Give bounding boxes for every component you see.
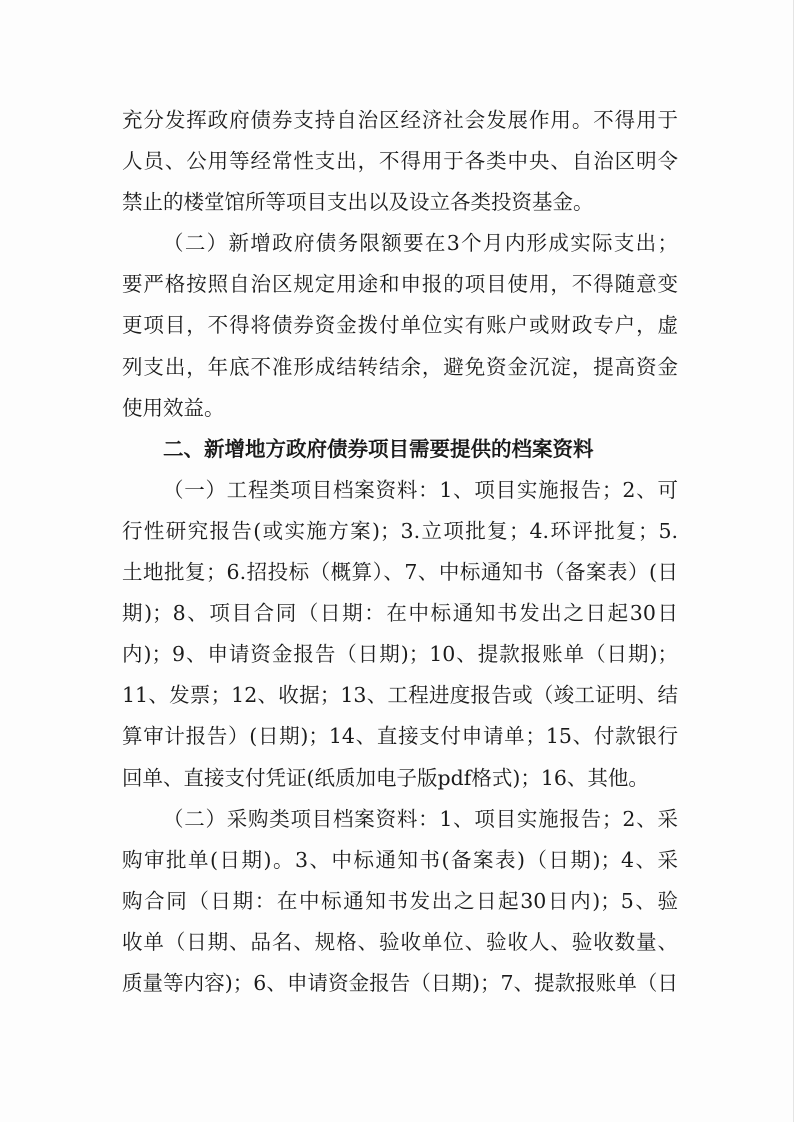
text-line: 收单（日期、品名、规格、验收单位、验收人、验收数量、 bbox=[122, 929, 678, 954]
text-line: 算审计报告）(日期)；14、直接支付申请单；15、付款银行 bbox=[122, 724, 678, 749]
section-heading bbox=[122, 429, 678, 470]
text-line: 质量等内容)；6、申请资金报告（日期)；7、提款报账单（日 bbox=[122, 970, 678, 995]
text-line: 禁止的楼堂馆所等项目支出以及设立各类投资基金。 bbox=[122, 190, 594, 215]
heading-line: 二、新增地方政府债券项目需要提供的档案资料 bbox=[163, 436, 594, 461]
text-line: 11、发票；12、收据；13、工程进度报告或（竣工证明、结 bbox=[122, 683, 678, 708]
text-line: 更项目，不得将债券资金拨付单位实有账户或财政专户，虚 bbox=[122, 313, 678, 338]
text-line: 行性研究报告(或实施方案)；3.立项批复；4.环评批复；5. bbox=[122, 518, 678, 543]
text-line: 购合同（日期：在中标通知书发出之日起30日内)；5、验 bbox=[122, 888, 678, 913]
paragraph-3 bbox=[122, 470, 678, 799]
text-line: 内)；9、申请资金报告（日期)；10、提款报账单（日期)； bbox=[122, 642, 678, 667]
paragraph-2 bbox=[122, 223, 678, 428]
document-body bbox=[122, 100, 678, 1004]
text-line: （二）采购类项目档案资料：1、项目实施报告；2、采 bbox=[163, 806, 678, 831]
text-line: （一）工程类项目档案资料：1、项目实施报告；2、可 bbox=[163, 477, 678, 502]
text-line: 充分发挥政府债券支持自治区经济社会发展作用。不得用于 bbox=[122, 108, 678, 132]
paragraph-1 bbox=[122, 100, 678, 223]
text-line: 人员、公用等经常性支出，不得用于各类中央、自治区明令 bbox=[122, 149, 678, 174]
text-line: （二）新增政府债务限额要在3个月内形成实际支出； bbox=[163, 231, 678, 256]
text-line: 列支出，年底不准形成结转结余，避免资金沉淀，提高资金 bbox=[122, 354, 678, 379]
paragraph-4 bbox=[122, 799, 678, 1004]
text-line: 期)；8、项目合同（日期：在中标通知书发出之日起30日 bbox=[122, 601, 678, 626]
text-line: 回单、直接支付凭证(纸质加电子版pdf格式)；16、其他。 bbox=[122, 765, 649, 790]
text-line: 购审批单(日期)。3、中标通知书(备案表)（日期)；4、采 bbox=[122, 847, 678, 872]
text-line: 要严格按照自治区规定用途和申报的项目使用，不得随意变 bbox=[122, 272, 678, 297]
text-line: 土地批复；6.招投标（概算）、7、中标通知书（备案表）(日 bbox=[122, 560, 678, 585]
text-line: 使用效益。 bbox=[122, 395, 225, 420]
